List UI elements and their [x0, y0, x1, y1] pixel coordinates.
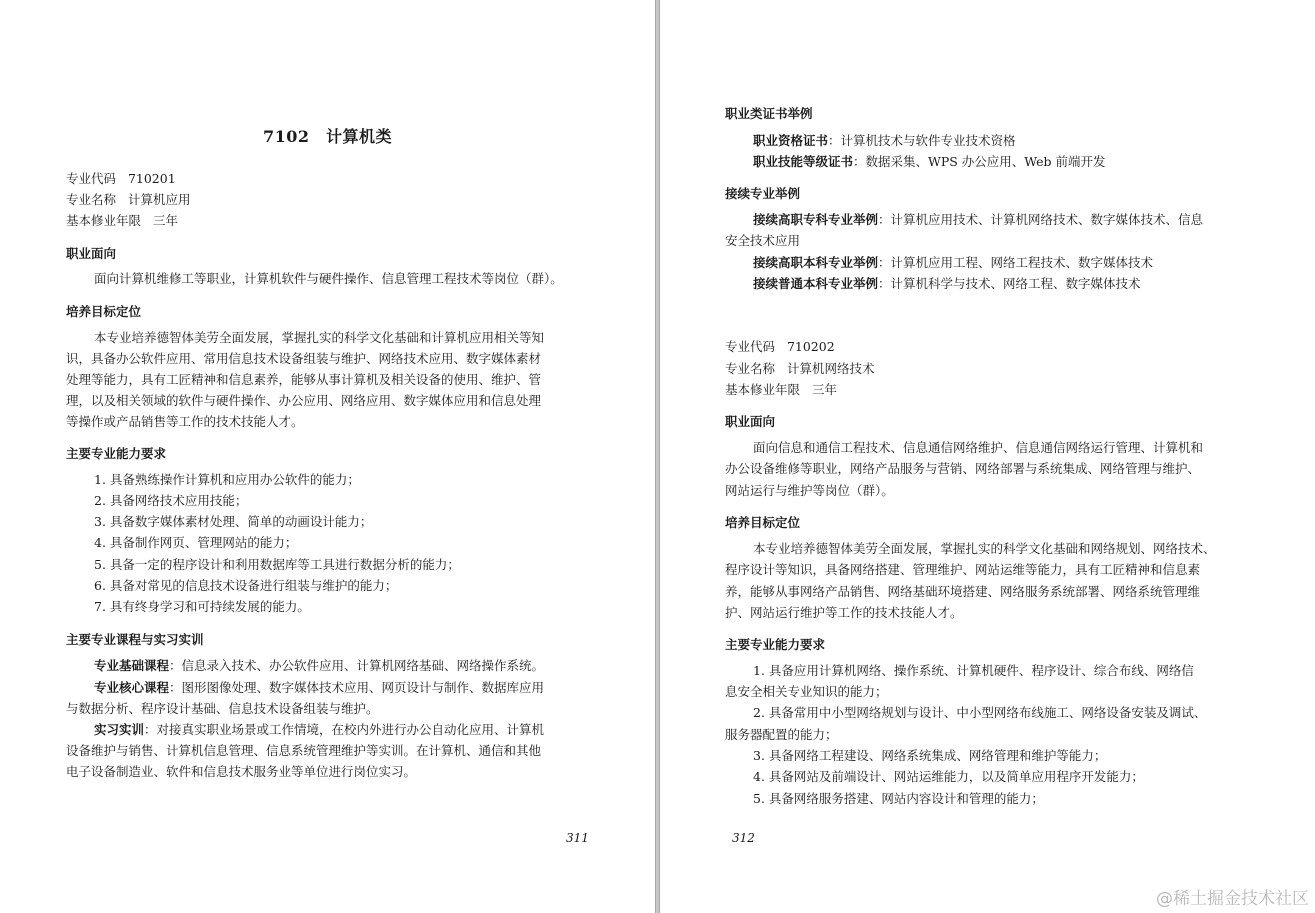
cont-vocational-bachelor-label: 接续高职本科专业举例 [753, 255, 879, 270]
goal-line: 等操作或产品销售等工作的技术技能人才。 [66, 414, 304, 429]
cont-higher-vocational-line: 安全技术应用 [725, 233, 801, 248]
goal-line: 程序设计等知识，具备网络搭建、管理维护、网站运维等能力，具有工匠精神和信息素 [725, 562, 1201, 577]
career-line: 办公设备维修等职业，网络产品服务与营销、网络部署与系统集成、网络管理与维护、 [725, 461, 1201, 476]
study-years-label: 基本修业年限 [725, 382, 801, 397]
major-code-value: 710202 [786, 339, 835, 354]
cont-general-bachelor [753, 273, 1141, 294]
cont-vocational-bachelor [753, 252, 1153, 273]
cert-qualification-text: ：计算机技术与软件专业技术资格 [828, 133, 1016, 148]
cont-higher-vocational-text: ：计算机应用技术、计算机网络技术、数字媒体技术、信息 [878, 212, 1204, 227]
career-heading: 职业面向 [725, 414, 776, 429]
ability-item: 6. 具备对常见的信息技术设备进行组装与维护的能力； [94, 578, 398, 593]
cont-general-bachelor-text: ：计算机科学与技术、网络工程、数字媒体技术 [878, 276, 1141, 291]
ability-item: 1. 具备熟练操作计算机和应用办公软件的能力； [94, 472, 360, 487]
major-name-value: 计算机网络技术 [786, 361, 875, 376]
ability-item: 1. 具备应用计算机网络、操作系统、计算机硬件、程序设计、综合布线、网络信 [753, 663, 1194, 678]
major-code-value: 710201 [127, 171, 176, 186]
ability-item-cont: 服务器配置的能力； [725, 727, 838, 742]
course-basic-label: 专业基础课程 [94, 658, 170, 673]
career-text: 面向计算机维修工等职业，计算机软件与硬件操作、信息管理工程技术等岗位（群）。 [94, 271, 563, 286]
course-core-text: ：图形图像处理、数字媒体技术应用、网页设计与制作、数据库应用 [169, 680, 545, 695]
ability-item: 4. 具备制作网页、管理网站的能力； [94, 535, 298, 550]
ability-item: 2. 具备常用中小型网络规划与设计、中小型网络布线施工、网络设备安装及调试、 [753, 705, 1207, 720]
page-number: 312 [732, 831, 755, 845]
cont-general-bachelor-label: 接续普通本科专业举例 [753, 276, 879, 291]
ability-item-cont: 息安全相关专业知识的能力； [725, 684, 888, 699]
ability-item: 2. 具备网络技术应用技能； [94, 493, 248, 508]
practice-line: 电子设备制造业、软件和信息技术服务业等单位进行岗位实习。 [66, 764, 417, 779]
major-code-label: 专业代码 [725, 339, 776, 354]
goal-line: 本专业培养德智体美劳全面发展，掌握扎实的科学文化基础和网络规划、网络技术、 [753, 541, 1216, 556]
career-heading: 职业面向 [66, 246, 117, 261]
practice-label: 实习实训 [94, 722, 145, 737]
practice-line: 设备维护与销售、计算机信息管理、信息系统管理维护等实训。在计算机、通信和其他 [66, 743, 542, 758]
major-code-row [725, 336, 835, 357]
category-title: 7102 计算机类 [262, 127, 393, 146]
goal-line: 养，能够从事网络产品销售、网络基础环境搭建、网络服务系统部署、网络系统管理维 [725, 584, 1201, 599]
study-years-value: 三年 [152, 213, 178, 228]
major-code-row [66, 168, 176, 189]
cert-skill-text: ：数据采集、WPS 办公应用、Web 前端开发 [853, 154, 1106, 169]
cert-qualification [753, 130, 1016, 151]
major-name-label: 专业名称 [66, 192, 117, 207]
goal-heading: 培养目标定位 [66, 304, 142, 319]
goal-line: 护、网站运行维护等工作的技术技能人才。 [725, 605, 963, 620]
goal-line: 处理等能力，具有工匠精神和信息素养，能够从事计算机及相关设备的使用、维护、管 [66, 372, 542, 387]
cont-vocational-bachelor-text: ：计算机应用工程、网络工程技术、数字媒体技术 [878, 255, 1154, 270]
course-core-line: 与数据分析、程序设计基础、信息技术设备组装与维护。 [66, 701, 379, 716]
study-years-row [66, 210, 178, 231]
cert-heading: 职业类证书举例 [725, 106, 813, 121]
ability-item: 3. 具备数字媒体素材处理、简单的动画设计能力； [94, 514, 373, 529]
cert-skill [753, 151, 1106, 172]
course-core-label: 专业核心课程 [94, 680, 170, 695]
major-name-row [725, 358, 874, 379]
ability-item: 3. 具备网络工程建设、网络系统集成、网络管理和维护等能力； [753, 748, 1107, 763]
study-years-label: 基本修业年限 [66, 213, 142, 228]
course-basic-text: ：信息录入技术、办公软件应用、计算机网络基础、网络操作系统。 [169, 658, 545, 673]
practice [94, 719, 544, 740]
course-heading: 主要专业课程与实习实训 [66, 632, 204, 647]
major-name-value: 计算机应用 [127, 192, 191, 207]
page-right [660, 0, 1315, 913]
ability-heading: 主要专业能力要求 [725, 637, 826, 652]
study-years-row [725, 379, 837, 400]
cert-qualification-label: 职业资格证书 [753, 133, 829, 148]
major-code-label: 专业代码 [66, 171, 117, 186]
course-core [94, 677, 544, 698]
ability-heading: 主要专业能力要求 [66, 446, 167, 461]
major-name-row [66, 189, 190, 210]
ability-item: 4. 具备网站及前端设计、网站运维能力，以及简单应用程序开发能力； [753, 769, 1144, 784]
ability-item: 5. 具备网络服务搭建、网站内容设计和管理的能力； [753, 791, 1044, 806]
practice-text: ：对接真实职业场景或工作情境，在校内外进行办公自动化应用、计算机 [144, 722, 545, 737]
cert-skill-label: 职业技能等级证书 [753, 154, 854, 169]
ability-item: 5. 具备一定的程序设计和利用数据库等工具进行数据分析的能力； [94, 557, 460, 572]
ability-item: 7. 具有终身学习和可持续发展的能力。 [94, 599, 310, 614]
course-basic [94, 655, 544, 676]
goal-heading: 培养目标定位 [725, 515, 801, 530]
career-line: 网站运行与维护等岗位（群）。 [725, 483, 894, 498]
cont-higher-vocational-label: 接续高职专科专业举例 [753, 212, 879, 227]
watermark: @稀土掘金技术社区 [1156, 889, 1309, 909]
page-left [0, 0, 655, 913]
major-name-label: 专业名称 [725, 361, 776, 376]
goal-line: 理，以及相关领域的软件与硬件操作、办公应用、网络应用、数字媒体应用和信息处理 [66, 393, 542, 408]
continuation-heading: 接续专业举例 [725, 186, 801, 201]
cont-higher-vocational [753, 209, 1203, 230]
goal-line: 识，具备办公软件应用、常用信息技术设备组装与维护、网络技术应用、数字媒体素材 [66, 351, 542, 366]
goal-line: 本专业培养德智体美劳全面发展，掌握扎实的科学文化基础和计算机应用相关等知 [94, 330, 545, 345]
page-number: 311 [566, 831, 589, 845]
study-years-value: 三年 [811, 382, 837, 397]
career-line: 面向信息和通信工程技术、信息通信网络维护、信息通信网络运行管理、计算机和 [753, 440, 1204, 455]
